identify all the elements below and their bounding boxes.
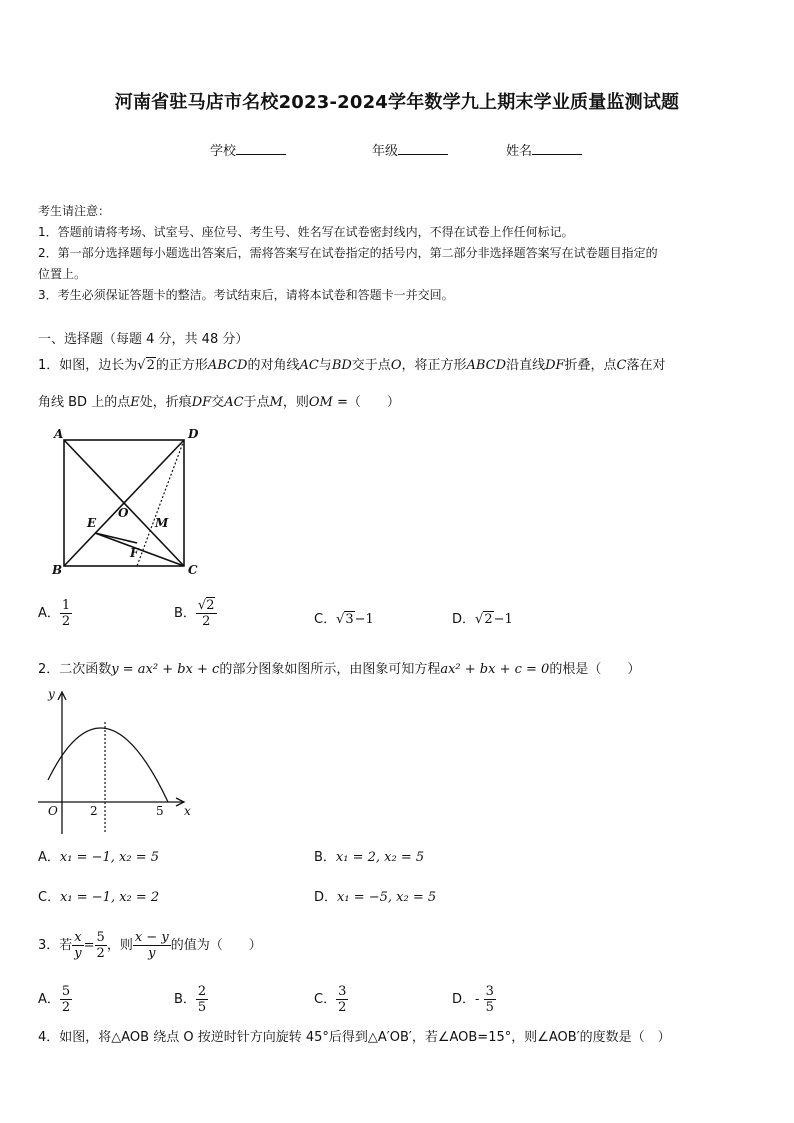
option-label: D． (314, 890, 338, 905)
fraction (196, 984, 208, 1015)
fraction-num: √2 (197, 598, 215, 613)
fraction-num: 3 (338, 984, 347, 999)
school-label: 学校 (210, 144, 237, 159)
q1-text: 于点 (243, 395, 270, 410)
q1-text: 沿直线 (506, 358, 546, 373)
parabola-graph (34, 684, 204, 836)
math-equals: = (83, 938, 95, 953)
fraction (484, 984, 496, 1015)
math-expression: ax² + bx + c = 0 (440, 662, 550, 677)
option-label: D． (452, 612, 476, 627)
q1-text: 折叠，点 (564, 358, 617, 373)
name-field (506, 140, 582, 159)
q3-text: 3．若 (38, 938, 73, 953)
math-var: DF (545, 358, 565, 373)
q1-text: 角线 BD 上的点 (38, 395, 131, 410)
q1-option-b[interactable] (174, 598, 217, 629)
q1-text: =（ ） (332, 395, 400, 410)
question-3 (38, 930, 262, 961)
q2-option-b[interactable] (314, 846, 424, 865)
name-label: 姓名 (506, 144, 533, 159)
sqrt-radicand: 3 (345, 612, 354, 627)
q2-option-c[interactable] (38, 886, 159, 905)
sqrt-expression: √3 (336, 612, 354, 627)
grade-field (372, 140, 448, 159)
square-fold-figure (44, 424, 214, 582)
fraction-num: 2 (197, 984, 207, 999)
q1-option-d[interactable] (452, 608, 513, 627)
fraction-num: 3 (485, 984, 494, 999)
math-tail: −1 (354, 612, 374, 627)
fraction-den: 2 (338, 1000, 347, 1015)
math-var: M (269, 395, 283, 410)
fraction-num: x (72, 930, 83, 946)
fold-line-df (137, 440, 184, 566)
option-value: x₁ = 2, x₂ = 5 (335, 850, 425, 865)
question-1-line-1 (38, 356, 666, 376)
sqrt-expression: √2 (475, 612, 493, 627)
label-o: O (118, 506, 129, 520)
math-var: E (130, 395, 140, 410)
q2-text: 的根是（ ） (549, 662, 641, 677)
q3-text: ，则 (106, 938, 133, 953)
q3-text: 的值为（ ） (170, 938, 262, 953)
label-f: F (130, 546, 139, 560)
origin-label: O (48, 804, 58, 818)
school-blank (236, 142, 286, 155)
label-a: A (54, 427, 64, 441)
fraction (95, 930, 107, 961)
label-e: E (87, 516, 97, 530)
q1-text: ，则 (282, 395, 309, 410)
q1-text: 交 (211, 395, 225, 410)
q1-option-a[interactable] (38, 598, 72, 629)
name-blank (532, 142, 582, 155)
fraction-den: y (148, 946, 156, 961)
fraction-num: 5 (61, 984, 71, 999)
tick-2-label: 2 (90, 804, 98, 818)
fraction (336, 984, 348, 1015)
math-expression: y = ax² + bx + c (111, 662, 220, 677)
minus-sign: - (475, 992, 480, 1007)
sqrt-radicand: 2 (146, 358, 155, 373)
q3-option-c[interactable] (314, 984, 348, 1015)
math-var: O (390, 358, 402, 373)
fraction (60, 984, 72, 1015)
notes (38, 201, 760, 306)
option-label: C． (38, 890, 61, 905)
sqrt-expression: √2 (137, 358, 155, 373)
q1-text: 交于点 (351, 358, 391, 373)
fraction-den: 2 (61, 1000, 71, 1015)
fraction (133, 930, 171, 961)
y-label: y (48, 687, 55, 701)
fraction-den: 2 (61, 614, 71, 629)
note-item: 2．第一部分选择题每小题选出答案后，需将答案写在试卷指定的括号内，第二部分非选择题答案写在试卷题目指定的 (38, 246, 658, 260)
q3-option-a[interactable] (38, 984, 72, 1015)
label-c: C (188, 563, 198, 577)
q1-text: 与 (318, 358, 332, 373)
fraction (72, 930, 83, 961)
label-m: M (155, 516, 169, 530)
q1-option-c[interactable] (314, 608, 374, 627)
q2-text: 的部分图象如图所示，由图象可知方程 (219, 662, 441, 677)
q1-text: 的对角线 (247, 358, 300, 373)
q3-option-d[interactable] (452, 984, 496, 1015)
fraction-num: x − y (134, 930, 169, 945)
math-var: DF (191, 395, 212, 410)
option-value: x₁ = −1, x₂ = 2 (60, 890, 160, 905)
math-var: BD (331, 358, 352, 373)
math-tail: −1 (493, 612, 513, 627)
label-d: D (188, 427, 199, 441)
q1-text: 落在对 (626, 358, 666, 373)
fraction-den: 2 (96, 946, 105, 961)
question-2 (38, 660, 640, 680)
math-var: OM (308, 395, 333, 410)
q1-text: 处，折痕 (139, 395, 192, 410)
math-var: C (616, 358, 627, 373)
option-value: x₁ = −1, x₂ = 5 (59, 850, 160, 865)
segment-ec (95, 533, 184, 566)
fraction-den: 5 (197, 1000, 207, 1015)
q1-text: 1．如图，边长为 (38, 358, 138, 373)
fraction (60, 598, 72, 629)
section-heading: 一、选择题（每题 4 分，共 48 分） (38, 332, 249, 347)
parabola-curve (48, 728, 168, 802)
notes-heading: 考生请注意： (38, 204, 111, 218)
sqrt-radicand: 2 (484, 612, 493, 627)
note-item: 位置上。 (38, 267, 87, 281)
math-var: ABCD (207, 358, 248, 373)
x-label: x (184, 804, 191, 818)
option-label: B． (314, 850, 336, 865)
tick-5-label: 5 (156, 804, 164, 818)
fraction (196, 598, 217, 629)
option-label: A． (38, 850, 60, 865)
option-label: B． (174, 606, 196, 621)
q2-option-d[interactable] (314, 886, 436, 905)
label-b: B (52, 563, 63, 577)
option-label: C． (314, 612, 337, 627)
grade-blank (398, 142, 448, 155)
option-label: A． (38, 992, 60, 1007)
option-label: D． (452, 992, 476, 1007)
option-value: x₁ = −5, x₂ = 5 (337, 890, 437, 905)
math-var: ABCD (466, 358, 507, 373)
math-var: AC (299, 358, 319, 373)
fraction-den: 5 (485, 1000, 494, 1015)
question-4: 4．如图，将△AOB 绕点 O 按逆时针方向旋转 45°后得到△A′OB′，若∠AOB=15°，则∠AOB′的度数是（ ） (38, 1030, 671, 1045)
page-title: 河南省驻马店市名校2023-2024学年数学九上期末学业质量监测试题 (114, 92, 680, 113)
math-var: AC (224, 395, 244, 410)
fraction-den: y (74, 946, 82, 961)
option-label: C． (314, 992, 337, 1007)
option-label: A． (38, 606, 60, 621)
sqrt-radicand: 2 (206, 598, 215, 613)
option-label: B． (174, 992, 196, 1007)
note-item: 3．考生必须保证答题卡的整洁。考试结束后，请将本试卷和答题卡一并交回。 (38, 288, 454, 302)
fraction-num: 5 (96, 930, 105, 945)
note-item: 1．答题前请将考场、试室号、座位号、考生号、姓名写在试卷密封线内，不得在试卷上作任何标记。 (38, 225, 574, 239)
fraction-den: 2 (202, 614, 211, 629)
school-field (210, 140, 286, 159)
q2-text: 2．二次函数 (38, 662, 112, 677)
grade-label: 年级 (372, 144, 399, 159)
q3-option-b[interactable] (174, 984, 208, 1015)
q1-text: 的正方形 (155, 358, 208, 373)
q2-option-a[interactable] (38, 846, 159, 865)
q1-text: ，将正方形 (401, 358, 467, 373)
question-1-line-2 (38, 393, 400, 413)
fraction-num: 1 (61, 598, 71, 613)
